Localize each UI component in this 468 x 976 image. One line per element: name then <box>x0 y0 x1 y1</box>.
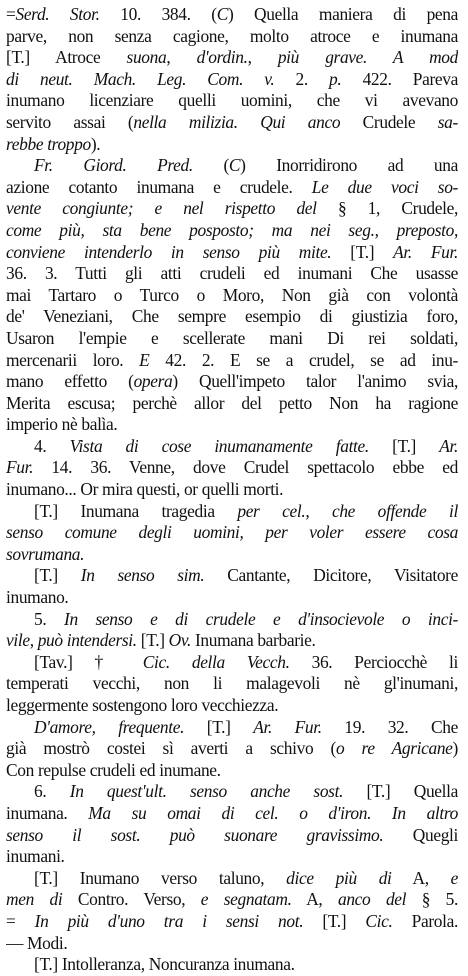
text-line <box>6 933 458 955</box>
text-line <box>6 846 458 868</box>
roman-text: Parola. <box>392 910 458 931</box>
roman-text: § 1, Crudele, <box>316 198 458 219</box>
text-line <box>6 717 458 739</box>
text-line <box>6 47 458 69</box>
roman-text: Merita escusa; perchè allor del petto Non ha ragione <box>6 392 458 413</box>
text-line <box>6 393 458 415</box>
text-line <box>6 522 458 544</box>
italic-text: In senso e di crudele e d'insocievole o inci- <box>64 608 458 629</box>
text-line <box>6 479 458 501</box>
text-line <box>6 285 458 307</box>
roman-text: Contro. Verso, <box>62 889 201 910</box>
roman-text: , <box>166 47 197 68</box>
text-line <box>6 825 458 847</box>
italic-text: o re Agricane <box>335 738 453 759</box>
roman-text: leggermente sostengono loro vecchiezza. <box>6 695 279 715</box>
italic-text: rebbe troppo <box>6 133 91 154</box>
roman-text: inumano... Or mira questi, or quelli morti. <box>6 479 284 500</box>
italic-text: Ar. <box>439 435 458 456</box>
roman-text: [Tav.] † <box>34 651 143 672</box>
text-line <box>6 652 458 674</box>
roman-text: [T.] <box>136 630 169 651</box>
roman-text: [T.] <box>34 565 81 586</box>
roman-text: ) Quella maniera di pena <box>227 4 458 24</box>
italic-text: In quest'ult. senso anche sost. <box>69 781 344 802</box>
text-line <box>6 220 458 242</box>
roman-text: 5. <box>34 608 65 629</box>
italic-text: Ar. Fur. <box>393 241 458 262</box>
text-line <box>6 501 458 523</box>
roman-text: già mostrò costei sì averti a schivo ( <box>6 738 336 759</box>
roman-text: — Modi. <box>6 932 68 953</box>
roman-text: 14. 36. Venne, dove Crudel spettacolo ebbe ed <box>33 457 458 478</box>
italic-text: Ov. <box>168 630 191 651</box>
italic-text: per cel., che offende il <box>237 500 458 521</box>
italic-text: E <box>139 349 150 370</box>
italic-text: C <box>216 4 228 24</box>
roman-text: ( <box>192 155 229 176</box>
roman-text: = <box>6 4 16 24</box>
roman-text: § 5. <box>406 889 458 910</box>
italic-text: Ar. Fur. <box>253 716 322 737</box>
roman-text: [T.] <box>331 241 394 262</box>
italic-text: anco del <box>337 889 407 910</box>
text-line <box>6 587 458 609</box>
text-line <box>6 544 458 566</box>
roman-text: temperati vecchi, non li malagevoli nè gl'inumani, <box>6 673 458 694</box>
text-line <box>6 673 458 695</box>
roman-text: inumana. <box>6 802 89 823</box>
text-line <box>6 630 458 652</box>
roman-text: mercenarii loro. <box>6 349 140 370</box>
text-line <box>6 803 458 825</box>
text-line <box>6 350 458 372</box>
italic-text: In senso sim. <box>80 565 205 586</box>
text-line <box>6 69 458 91</box>
roman-text: ). <box>90 133 101 154</box>
text-line <box>6 263 458 285</box>
roman-text: 2. <box>274 68 330 89</box>
italic-text: e <box>450 867 458 888</box>
text-line <box>6 134 458 156</box>
italic-text: Fur. <box>6 457 34 478</box>
text-line <box>6 112 458 134</box>
roman-text: 6. <box>34 781 70 802</box>
roman-text: = <box>6 910 35 931</box>
roman-text: Crudele <box>340 111 438 132</box>
italic-text: dice più di <box>286 867 392 888</box>
text-line <box>6 889 458 911</box>
text-line <box>6 4 458 26</box>
text-line <box>6 695 458 717</box>
italic-text: D'amore, frequente. <box>34 716 185 737</box>
text-line <box>6 371 458 393</box>
text-line <box>6 954 458 976</box>
roman-text: Usaron l'empie e scellerate mani Di rei soldati, <box>6 327 458 348</box>
roman-text: [T.] <box>368 435 440 456</box>
roman-text: [T.] <box>303 910 366 931</box>
text-line <box>6 26 458 48</box>
roman-text: Quegli <box>383 824 458 845</box>
roman-text: servito assai ( <box>6 111 134 132</box>
roman-text: ) Inorridirono ad una <box>240 155 458 176</box>
italic-text: vente congiunte; e nel rispetto del <box>6 198 317 219</box>
italic-text: Ma su omai di cel. o d'iron. In altro <box>88 802 458 823</box>
italic-text: suona <box>126 47 167 68</box>
text-line <box>6 328 458 350</box>
roman-text: 4. <box>34 435 70 456</box>
italic-text: senso il sost. può suonare gravissimo. <box>6 824 384 845</box>
italic-text: di neut. Mach. Leg. Com. v. <box>6 68 275 89</box>
text-line <box>6 760 458 782</box>
italic-text: e segnatam. <box>200 889 292 910</box>
italic-text: Cic. della Vecch. <box>142 651 290 672</box>
roman-text: 422. Pareva <box>341 68 458 89</box>
roman-text: ) <box>452 738 458 759</box>
italic-text: Cic. <box>365 910 393 931</box>
text-line <box>6 155 458 177</box>
roman-text: [T.] Intolleranza, Noncuranza inumana. <box>34 954 295 975</box>
roman-text: mano effetto ( <box>6 371 134 392</box>
italic-text: In più d'uno tra i sensi not. <box>34 910 304 931</box>
roman-text: 36. 3. Tutti gli atti crudeli ed inumani Che usasse <box>6 263 458 284</box>
roman-text: 36. Perciocchè li <box>289 651 458 672</box>
text-line <box>6 457 458 479</box>
text-line <box>6 198 458 220</box>
roman-text: inumano. <box>6 587 69 608</box>
text-line <box>6 177 458 199</box>
text-line <box>6 868 458 890</box>
text-line <box>6 565 458 587</box>
roman-text: inumani. <box>6 846 65 867</box>
roman-text: [T.] Atroce <box>6 47 127 68</box>
italic-text: p. <box>329 68 342 89</box>
roman-text: de' Veneziani, Che sempre esempio di giustizia foro, <box>6 306 458 327</box>
roman-text: , <box>247 47 278 68</box>
text-line <box>6 242 458 264</box>
text-line <box>6 609 458 631</box>
italic-text: nella milizia. Qui anco <box>133 111 341 132</box>
italic-text: C <box>228 155 241 176</box>
text-line <box>6 90 458 112</box>
italic-text: Fr. Giord. Pred. <box>34 155 193 176</box>
text-line <box>6 414 458 436</box>
italic-text: conviene intenderlo in senso più mite. <box>6 241 332 262</box>
italic-text: senso comune degli uomini, per voler essere cosa <box>6 522 458 543</box>
roman-text: A, <box>291 889 338 910</box>
roman-text: A, <box>391 867 451 888</box>
italic-text: sovrumana. <box>6 543 85 564</box>
roman-text: mai Tartaro o Turco o Moro, Non già con volontà <box>6 284 458 305</box>
roman-text: azione cotanto inumana e crudele. <box>6 176 312 197</box>
text-line <box>6 306 458 328</box>
italic-text: men di <box>6 889 63 910</box>
roman-text: imperio nè balìa. <box>6 414 118 435</box>
text-line <box>6 436 458 458</box>
roman-text: 42. 2. E se a crudel, se ad inu- <box>149 349 458 370</box>
italic-text: più grave. A mod <box>277 47 458 68</box>
text-line <box>6 911 458 933</box>
roman-text: Cantante, Dicitore, Visitatore <box>204 565 458 586</box>
italic-text: sa- <box>437 111 458 132</box>
italic-text: d'ordin. <box>196 47 248 68</box>
roman-text: 19. 32. Che <box>321 716 458 737</box>
roman-text: [T.] Quella <box>343 781 458 802</box>
roman-text: inumano licenziare quelli uomini, che vi avevano <box>6 90 458 111</box>
roman-text: parve, non senza cagione, molto atroce e inumana <box>6 25 458 46</box>
italic-text: opera <box>133 371 173 392</box>
italic-text: Serd. Stor. <box>15 4 100 24</box>
roman-text: Inumana barbarie. <box>190 630 316 651</box>
italic-text: Vista di cose inumanamente fatte. <box>69 435 369 456</box>
roman-text: [T.] Inumana tragedia <box>34 500 238 521</box>
roman-text: ) Quell'impeto talor l'animo svia, <box>172 371 458 392</box>
roman-text: [T.] <box>184 716 254 737</box>
italic-text: Le due voci so- <box>311 176 458 197</box>
italic-text: vile, può intendersi. <box>6 630 137 651</box>
roman-text: 10. 384. ( <box>99 4 217 24</box>
text-line <box>6 781 458 803</box>
roman-text: Con repulse crudeli ed inumane. <box>6 759 221 780</box>
text-line <box>6 738 458 760</box>
italic-text: come più, sta bene posposto; ma nei seg., preposto, <box>6 219 458 240</box>
roman-text: [T.] Inumano verso taluno, <box>34 867 287 888</box>
